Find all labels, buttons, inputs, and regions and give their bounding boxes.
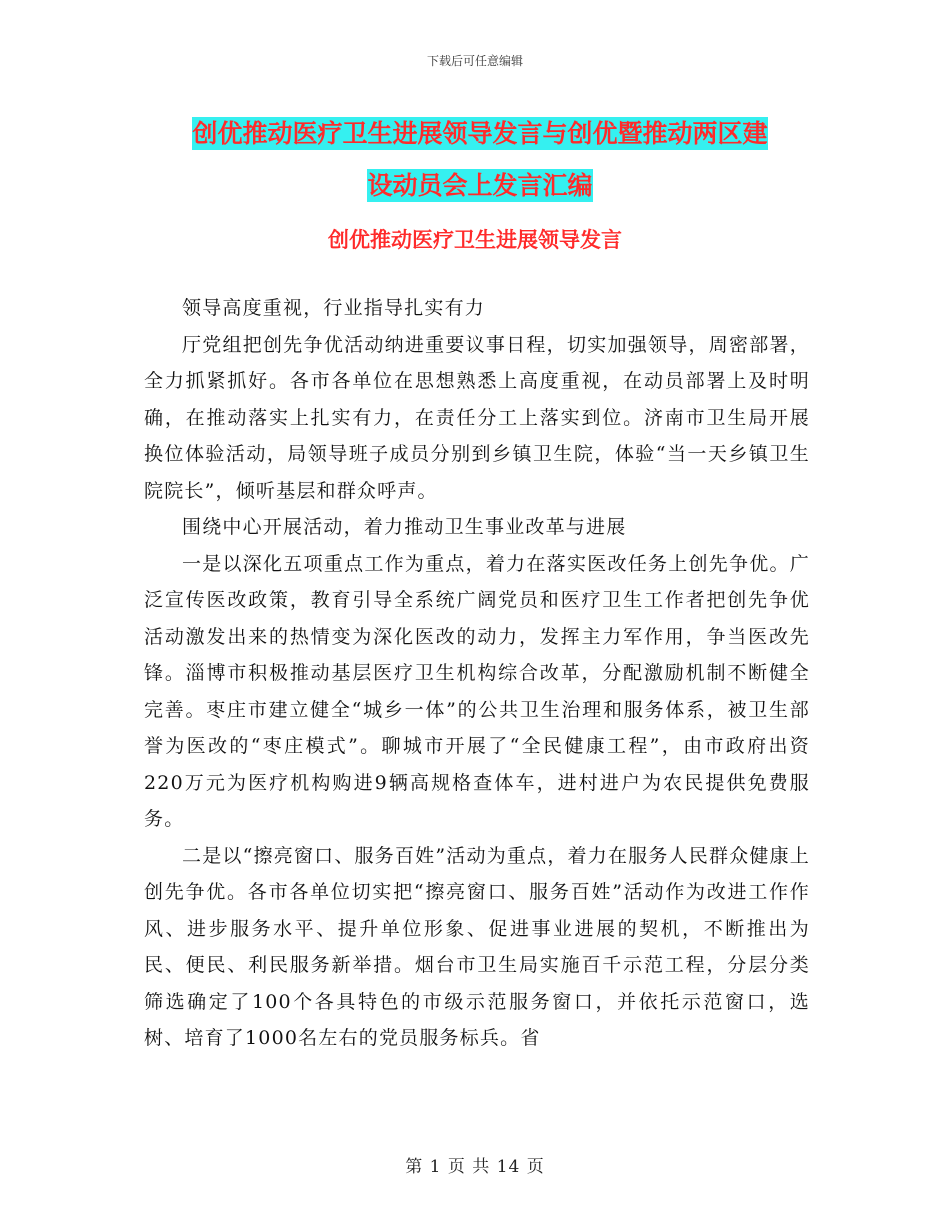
paragraph: 厅党组把创先争优活动纳进重要议事日程，切实加强领导，周密部署，全力抓紧抓好。各市各单位在思想熟悉上高度重视，在动员部署上及时明确，在推动落实上扎实有力，在责任分工上落实到位。济南市卫生局开展换位体验活动，局领导班子成员分别到乡镇卫生院，体验“当一天乡镇卫生院院长”，倾听基层和群众呼声。 bbox=[144, 333, 810, 502]
main-title bbox=[150, 108, 810, 212]
main-title-line-1: 创优推动医疗卫生进展领导发言与创优暨推动两区建 bbox=[192, 119, 768, 148]
paragraph: 二是以“擦亮窗口、服务百姓”活动为重点，着力在服务人民群众健康上创先争优。各市各单位切实把“擦亮窗口、服务百姓”活动作为改进工作作风、进步服务水平、提升单位形象、促进事业进展的契机，不断推出为民、便民、利民服务新举措。烟台市卫生局实施百千示范工程，分层分类筛选确定了100个各具特色的市级示范服务窗口，并依托示范窗口，选树、培育了1000名左右的党员服务标兵。省 bbox=[144, 844, 810, 1049]
header-note: 下载后可任意编辑 bbox=[426, 54, 523, 68]
main-title-line-2: 设动员会上发言汇编 bbox=[367, 171, 593, 200]
paragraph: 领导高度重视，行业指导扎实有力 bbox=[182, 297, 486, 319]
paragraph: 一是以深化五项重点工作为重点，着力在落实医改任务上创先争优。广泛宣传医改政策，教育引导全系统广阔党员和医疗卫生工作者把创先争优活动激发出来的热情变为深化医改的动力，发挥主力军作用，争当医改先锋。淄博市积极推动基层医疗卫生机构综合改革，分配激励机制不断健全完善。枣庄市建立健全“城乡一体”的公共卫生治理和服务体系，被卫生部誉为医改的“枣庄模式”。聊城市开展了“全民健康工程”，由市政府出资220万元为医疗机构购进9辆高规格查体车，进村进户为农民提供免费服务。 bbox=[144, 552, 810, 830]
section-title: 创优推动医疗卫生进展领导发言 bbox=[328, 228, 622, 252]
document-body bbox=[144, 290, 810, 1057]
paragraph: 围绕中心开展活动，着力推动卫生事业改革与进展 bbox=[182, 516, 627, 538]
page-footer: 第 1 页 共 14 页 bbox=[405, 1157, 545, 1177]
